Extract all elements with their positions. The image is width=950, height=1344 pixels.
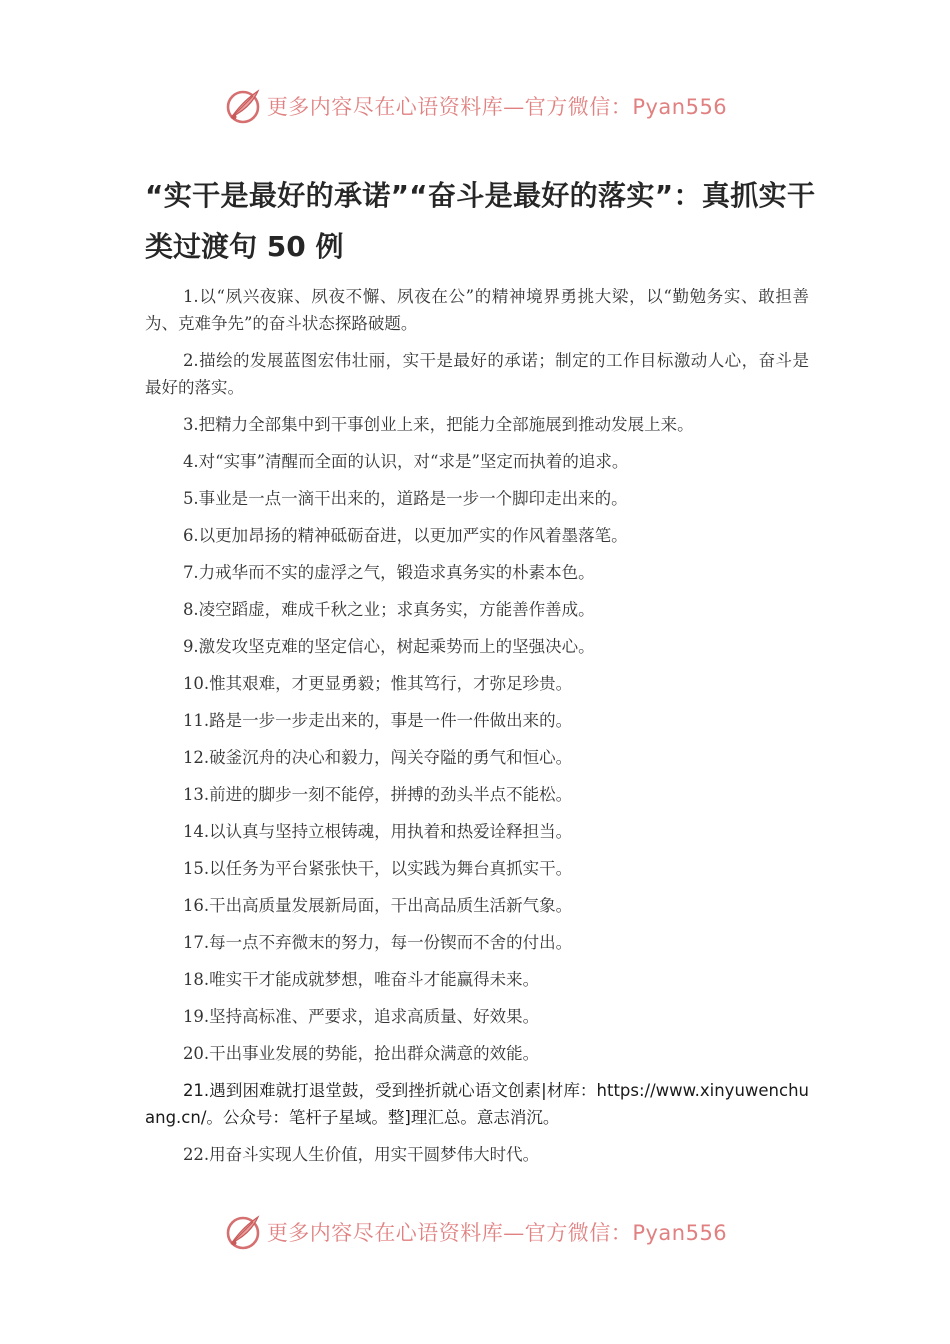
list-item: 17.每一点不弃微末的努力，每一份锲而不舍的付出。 [182, 933, 573, 952]
list-item: 9.激发攻坚克难的坚定信心，树起乘势而上的坚强决心。 [182, 637, 595, 656]
header-watermark-banner [0, 84, 950, 128]
list-item: 7.力戒华而不实的虚浮之气，锻造求真务实的朴素本色。 [182, 563, 595, 582]
quill-logo-icon [223, 86, 263, 126]
list-item: 16.干出高质量发展新局面，干出高品质生活新气象。 [182, 896, 573, 915]
list-item: 22.用奋斗实现人生价值，用实干圆梦伟大时代。 [182, 1145, 540, 1164]
list-item: 2.描绘的发展蓝图宏伟壮丽，实干是最好的承诺；制定的工作目标激动人心，奋斗是最好的落实。 [145, 351, 809, 397]
list-item: 10.惟其艰难，才更显勇毅；惟其笃行，才弥足珍贵。 [182, 674, 573, 693]
wechat-id: Pyan556 [632, 1221, 728, 1245]
wechat-id: Pyan556 [632, 95, 728, 119]
list-item: 13.前进的脚步一刻不能停，拼搏的劲头半点不能松。 [182, 785, 573, 804]
banner-text: 更多内容尽在心语资料库—官方微信：Pyan556 [266, 95, 728, 119]
document-body [145, 283, 809, 1178]
banner-text: 更多内容尽在心语资料库—官方微信：Pyan556 [266, 1221, 728, 1245]
list-item: 11.路是一步一步走出来的，事是一件一件做出来的。 [182, 711, 573, 730]
list-item: 6.以更加昂扬的精神砥砺奋进，以更加严实的作风着墨落笔。 [182, 526, 628, 545]
list-item: 14.以认真与坚持立根铸魂，用执着和热爱诠释担当。 [182, 822, 573, 841]
list-item: 19.坚持高标准、严要求，追求高质量、好效果。 [182, 1007, 540, 1026]
list-item: 1.以“夙兴夜寐、夙夜不懈、夙夜在公”的精神境界勇挑大梁，以“勤勉务实、敢担善为、克难争先”的奋斗状态探路破题。 [145, 287, 809, 333]
list-item: 4.对“实事”清醒而全面的认识，对“求是”坚定而执着的追求。 [182, 452, 629, 471]
page-title: “实干是最好的承诺”“奋斗是最好的落实”：真抓实干类过渡句 50 例 [145, 179, 815, 263]
list-item-watermark: 21.遇到困难就打退堂鼓，受到挫折就心语文创素|材库：https://www.xinyuwenchuang.cn/。公众号：笔杆子星域。整]理汇总。意志消沉。 [145, 1081, 809, 1127]
list-item: 5.事业是一点一滴干出来的，道路是一步一个脚印走出来的。 [182, 489, 628, 508]
list-item: 20.干出事业发展的势能，抢出群众满意的效能。 [182, 1044, 540, 1063]
quill-logo-icon [223, 1212, 263, 1252]
list-item: 8.凌空蹈虚，难成千秋之业；求真务实，方能善作善成。 [182, 600, 595, 619]
list-item: 12.破釜沉舟的决心和毅力，闯关夺隘的勇气和恒心。 [182, 748, 573, 767]
list-item: 3.把精力全部集中到干事创业上来，把能力全部施展到推动发展上来。 [182, 415, 694, 434]
list-item: 18.唯实干才能成就梦想，唯奋斗才能赢得未来。 [182, 970, 540, 989]
list-item: 15.以任务为平台紧张快干，以实践为舞台真抓实干。 [182, 859, 573, 878]
footer-watermark-banner [0, 1210, 950, 1254]
